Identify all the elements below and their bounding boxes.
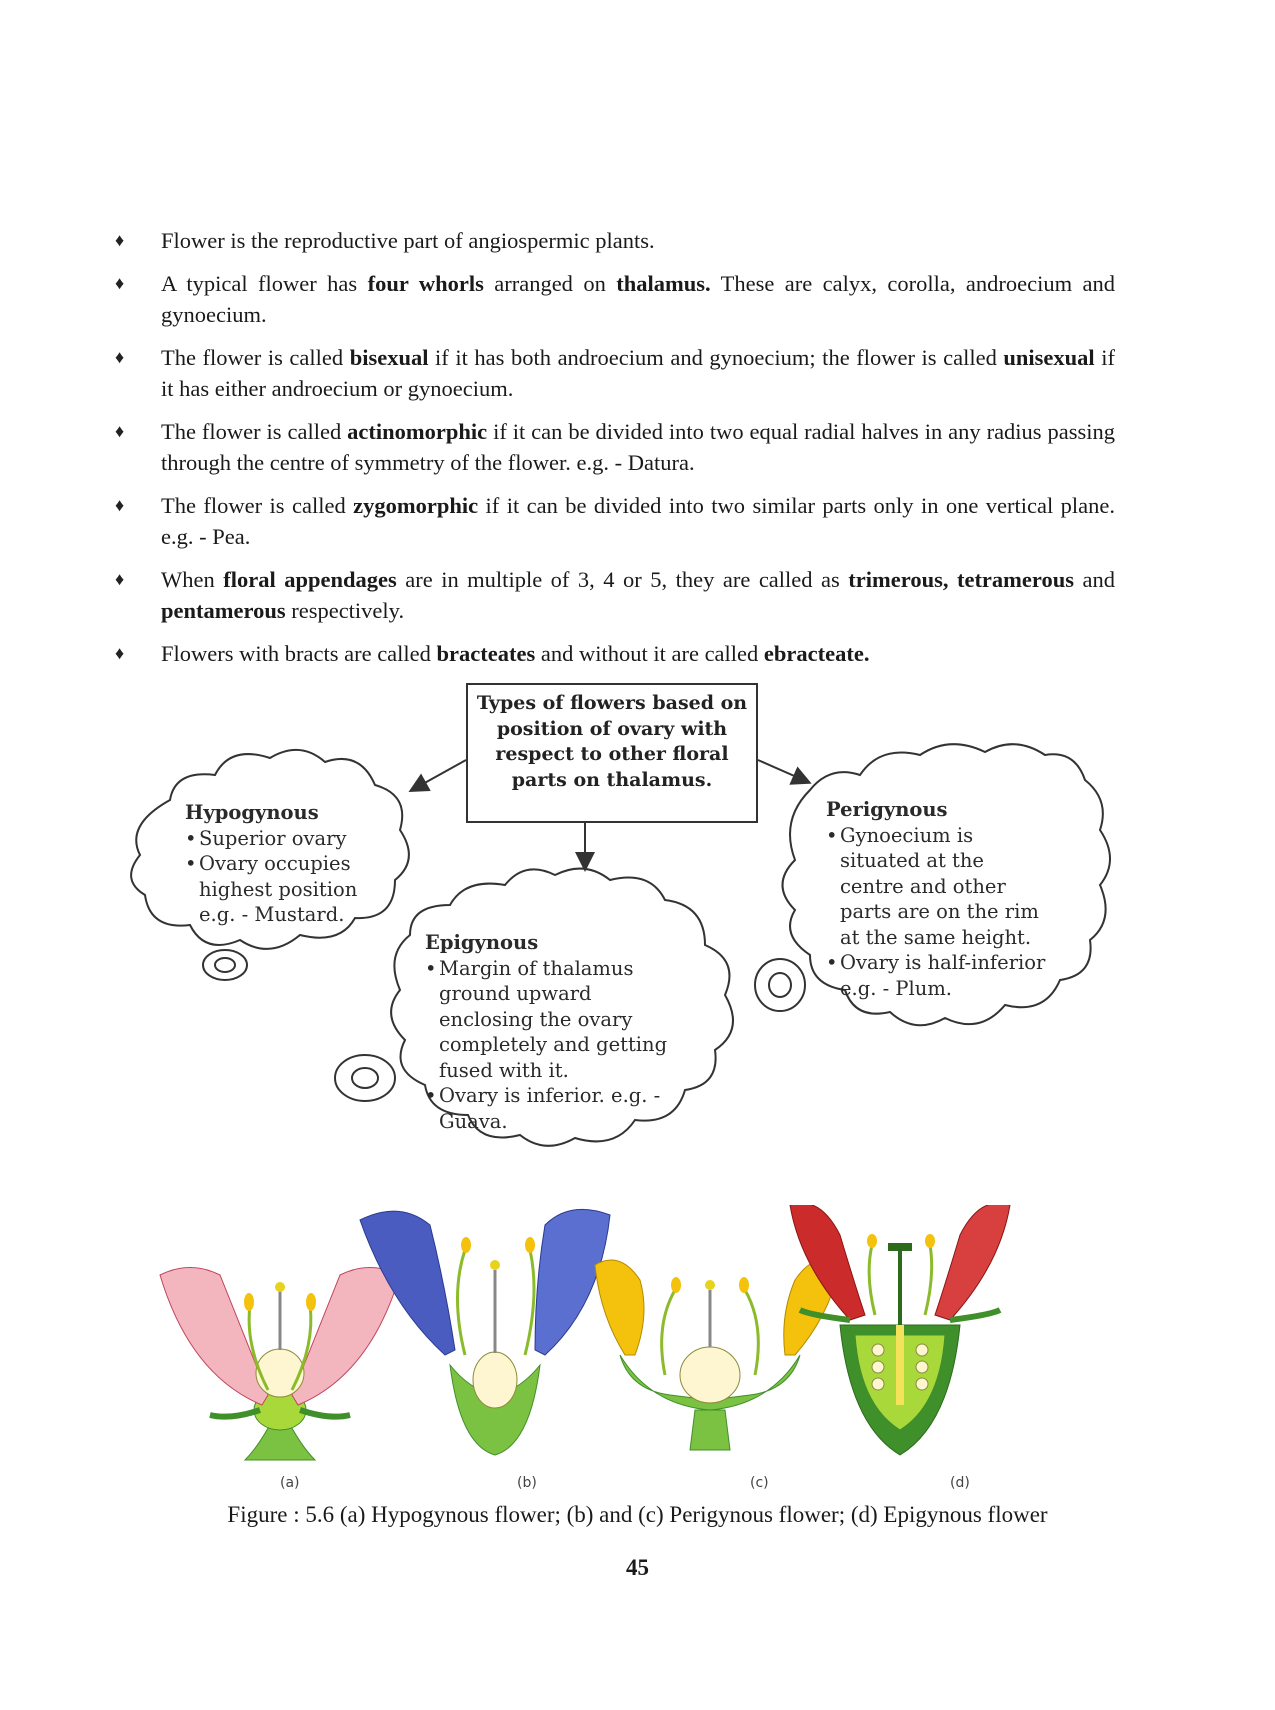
bold-term: bisexual xyxy=(349,345,429,370)
bullet-item xyxy=(115,225,1115,256)
epigynous-title: Epigynous xyxy=(425,931,539,954)
perigynous-flower-illustration-c xyxy=(595,1260,840,1450)
bullet-text: The flower is called actinomorphic if it can be divided into two equal radial halves in any radius passing through the centre of symmetry of the flower. e.g. - Datura. xyxy=(161,419,1115,475)
bold-term: floral appendages xyxy=(223,567,397,592)
bullet-text: The flower is called bisexual if it has both androecium and gynoecium; the flower is called unisexual if it has either androecium or gynoecium. xyxy=(161,345,1115,401)
bullet-item xyxy=(115,416,1115,478)
hypogynous-point: • Ovary occupies highest position e.g. - Mustard. xyxy=(185,851,390,928)
bullet-item xyxy=(115,638,1115,669)
diamond-bullet-icon: ♦ xyxy=(115,347,125,367)
diamond-bullet-icon: ♦ xyxy=(115,421,125,441)
flower-illustrations xyxy=(150,1205,1090,1465)
bold-term: trimerous, tetramerous xyxy=(848,567,1074,592)
bold-term: zygomorphic xyxy=(353,493,479,518)
perigynous-text xyxy=(826,797,1046,1001)
bullet-text: Flower is the reproductive part of angiospermic plants. xyxy=(161,228,655,253)
bold-term: unisexual xyxy=(1003,345,1095,370)
bullet-item xyxy=(115,342,1115,404)
hypogynous-point: • Superior ovary xyxy=(185,826,390,852)
bullet-list xyxy=(115,225,1115,681)
bullet-text: The flower is called zygomorphic if it can be divided into two similar parts only in one vertical plane. e.g. - Pea. xyxy=(161,493,1116,549)
flower-types-title-box: Types of flowers based on position of ovary with respect to other floral parts on thalamus. xyxy=(466,683,758,823)
bullet-text: When floral appendages are in multiple of 3, 4 or 5, they are called as trimerous, tetramerous and pentamerous respectively. xyxy=(161,567,1115,623)
diamond-bullet-icon: ♦ xyxy=(115,643,125,663)
bold-term: actinomorphic xyxy=(347,419,488,444)
bullet-text: A typical flower has four whorls arranged on thalamus. These are calyx, corolla, androecium and gynoecium. xyxy=(161,271,1116,327)
diamond-bullet-icon: ♦ xyxy=(115,230,125,250)
epigynous-text xyxy=(425,930,675,1134)
epigynous-flower-illustration xyxy=(790,1205,1010,1455)
perigynous-point: • Ovary is half-inferior e.g. - Plum. xyxy=(826,950,1046,1001)
perigynous-point: • Gynoecium is situated at the centre and other parts are on the rim at the same height. xyxy=(826,823,1046,951)
hypogynous-title: Hypogynous xyxy=(185,801,319,824)
perigynous-flower-illustration-b xyxy=(360,1209,610,1455)
page-number: 45 xyxy=(626,1555,649,1580)
figure-label-d: (d) xyxy=(950,1475,970,1491)
bullet-text: Flowers with bracts are called bracteates and without it are called ebracteate. xyxy=(161,641,870,666)
bullet-item xyxy=(115,490,1115,552)
bold-term: pentamerous xyxy=(161,598,286,623)
hypogynous-flower-illustration xyxy=(160,1268,400,1461)
figure-label-b: (b) xyxy=(517,1475,537,1491)
bullet-item xyxy=(115,564,1115,626)
bold-term: bracteates xyxy=(436,641,536,666)
figure-label-a: (a) xyxy=(280,1475,300,1491)
diamond-bullet-icon: ♦ xyxy=(115,569,125,589)
diamond-bullet-icon: ♦ xyxy=(115,273,125,293)
diamond-bullet-icon: ♦ xyxy=(115,495,125,515)
perigynous-title: Perigynous xyxy=(826,798,948,821)
figure-label-c: (c) xyxy=(750,1475,769,1491)
bold-term: ebracteate. xyxy=(763,641,870,666)
hypogynous-text xyxy=(185,800,390,928)
arrow-to-perigynous xyxy=(758,760,808,782)
epigynous-point: • Margin of thalamus ground upward enclosing the ovary completely and getting fused with it. xyxy=(425,956,675,1084)
bold-term: four whorls xyxy=(367,271,484,296)
figure-caption: Figure : 5.6 (a) Hypogynous flower; (b) and (c) Perigynous flower; (d) Epigynous flower xyxy=(227,1502,1048,1527)
epigynous-point: • Ovary is inferior. e.g. - Guava. xyxy=(425,1083,675,1134)
arrow-to-hypogynous xyxy=(412,760,466,790)
bold-term: thalamus. xyxy=(616,271,711,296)
bullet-item xyxy=(115,268,1115,330)
